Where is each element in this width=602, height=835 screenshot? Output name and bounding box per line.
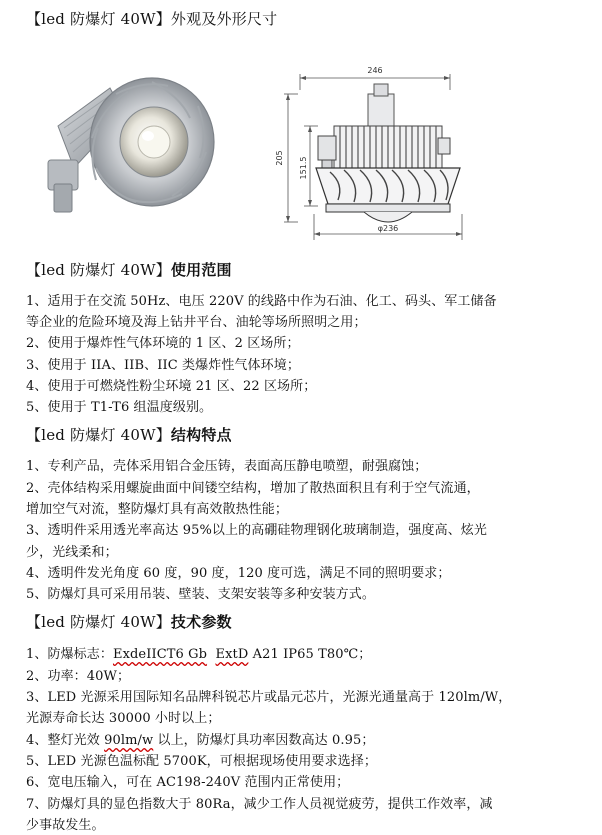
efficacy-prefix: 4、整灯光效	[26, 733, 105, 748]
specs-line-color-temp: 5、LED 光源色温标配 5700K，可根据现场使用要求选择；	[26, 754, 377, 769]
heading-appearance-title: 外观及外形尺寸	[170, 10, 278, 28]
specs-line-led-2: 光源寿命长达 30000 小时以上；	[26, 711, 221, 726]
dimension-drawing	[275, 56, 558, 246]
usage-line-6: 5、使用于 T1-T6 组温度级别。	[26, 400, 213, 415]
height-dimension-label: 205	[275, 150, 284, 166]
inner-height-dimension-label: 151.5	[299, 156, 308, 180]
specs-line-cri-2: 少事故发生。	[26, 818, 105, 833]
diameter-dimension-label: φ236	[377, 224, 399, 233]
explosion-mark-dust: ExtD	[215, 647, 249, 662]
heading-appearance	[26, 8, 277, 29]
heading-specs-title: 技术参数	[170, 613, 232, 631]
structure-line-6: 4、透明件发光角度 60 度，90 度，120 度可选，满足不同的照明要求；	[26, 566, 451, 581]
explosion-mark-rest: A21 IP65 T80℃；	[248, 647, 372, 662]
structure-line-2: 2、壳体结构采用螺旋曲面中间镂空结构，增加了散热面积且有利于空气流通，	[26, 481, 480, 496]
specs-line-voltage: 6、宽电压输入，可在 AC198-240V 范围内正常使用；	[26, 775, 350, 790]
structure-line-4: 3、透明件采用透光率高达 95%以上的高硼硅物理钢化玻璃制造，强度高、炫光	[26, 523, 487, 538]
explosion-mark-prefix: 1、防爆标志：	[26, 647, 113, 662]
heading-appearance-prefix: 【led 防爆灯 40W】	[26, 10, 171, 28]
usage-line-5: 4、使用于可燃烧性粉尘环境 21 区、22 区场所；	[26, 379, 317, 394]
usage-line-4: 3、使用于 IIA、IIB、IIC 类爆炸性气体环境；	[26, 358, 300, 373]
efficacy-rest: 以上，防爆灯具功率因数高达 0.95；	[153, 733, 375, 748]
heading-structure	[26, 424, 232, 445]
specs-line-explosion-mark	[26, 643, 371, 662]
heading-structure-prefix: 【led 防爆灯 40W】	[26, 426, 171, 444]
width-dimension-label: 246	[367, 66, 383, 75]
heading-usage-prefix: 【led 防爆灯 40W】	[26, 261, 171, 279]
structure-line-3: 增加空气对流，整防爆灯具有高效散热性能；	[26, 502, 289, 517]
heading-usage-title: 使用范围	[170, 261, 232, 279]
heading-specs	[26, 611, 232, 632]
efficacy-value: 90lm/w	[104, 733, 154, 748]
specs-line-power: 2、功率：40W；	[26, 669, 131, 684]
specs-line-led-1: 3、LED 光源采用国际知名品牌科锐芯片或晶元芯片，光源光通量高于 120lm/W，	[26, 690, 512, 705]
structure-line-7: 5、防爆灯具可采用吊装、壁装、支架安装等多种安装方式。	[26, 587, 375, 602]
structure-line-1: 1、专利产品，壳体采用铝合金压铸，表面高压静电喷塑，耐强腐蚀；	[26, 459, 428, 474]
structure-line-5: 少，光线柔和；	[26, 545, 118, 560]
heading-usage	[26, 259, 232, 280]
usage-line-2: 等企业的危险环境及海上钻井平台、油轮等场所照明之用；	[26, 315, 367, 330]
specs-line-efficacy	[26, 729, 374, 748]
usage-line-3: 2、使用于爆炸性气体环境的 1 区、2 区场所；	[26, 336, 300, 351]
heading-specs-prefix: 【led 防爆灯 40W】	[26, 613, 171, 631]
explosion-mark-gas: ExdeIICT6 Gb	[112, 647, 208, 662]
lamp-photo	[40, 56, 230, 226]
heading-structure-title: 结构特点	[170, 426, 232, 444]
specs-line-cri-1: 7、防爆灯具的显色指数大于 80Ra，减少工作人员视觉疲劳，提供工作效率，减	[26, 797, 493, 812]
usage-line-1: 1、适用于在交流 50Hz、电压 220V 的线路中作为石油、化工、码头、军工储备	[26, 294, 497, 309]
